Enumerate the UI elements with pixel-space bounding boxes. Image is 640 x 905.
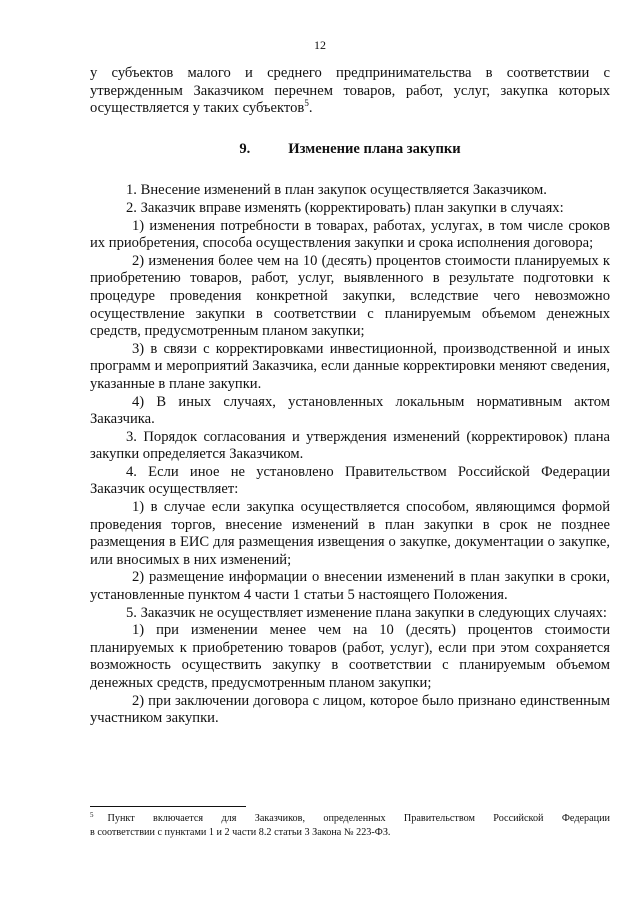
intro-end: . — [308, 100, 313, 117]
paragraph-2-item-3: 3) в связи с корректировками инвестиционной, производственной и иных программ и мероприятий Заказчика, если данные корректировки меняют сведения, указанные в плане закупки. — [90, 340, 610, 392]
document-body — [90, 65, 610, 728]
paragraph-4: 4. Если иное не установлено Правительством Российской Федерации Заказчик осуществляет: — [90, 463, 610, 498]
section-title: Изменение плана закупки — [288, 140, 461, 157]
footnote-line-2: в соответствии с пунктами 1 и 2 части 8.2 статьи 3 Закона № 223-ФЗ. — [90, 827, 391, 838]
paragraph-1: 1. Внесение изменений в план закупок осуществляется Заказчиком. — [126, 182, 547, 199]
footnote-line-1 — [90, 812, 610, 826]
footnote-reference: 5 — [304, 98, 309, 109]
paragraph-2-item-1: 1) изменения потребности в товарах, работах, услугах, в том числе сроков их приобретения, способа осуществления закупки и срока исполнения договора; — [90, 217, 610, 252]
footnote — [90, 812, 610, 840]
paragraph-2-item-4: 4) В иных случаях, установленных локальным нормативным актом Заказчика. — [90, 393, 610, 428]
paragraph-5: 5. Заказчик не осуществляет изменение плана закупки в следующих случаях: — [126, 604, 607, 621]
paragraph-2-item-2: 2) изменения более чем на 10 (десять) процентов стоимости планируемых к приобретению товаров, работ, услуг, выявленного в результате подготовки к процедуре проведения конкретной закупки, вследствие чего невозможно осуществление закупки в соответствии с планируемым объемом денежных средств, предусмотренным планом закупки; — [90, 252, 610, 340]
intro-text: у субъектов малого и среднего предпринимательства в соответствии с утвержденным Заказчиком перечнем товаров, работ, услуг, закупка которых осуществляется у таких субъектов — [90, 65, 610, 117]
footnote-mark: 5 — [90, 810, 94, 819]
paragraph-4-item-2: 2) размещение информации о внесении изменений в план закупки в сроки, установленные пунктом 4 части 1 статьи 5 настоящего Положения. — [90, 569, 610, 604]
intro-paragraph — [90, 65, 610, 118]
section-heading — [90, 141, 610, 159]
paragraph-3: 3. Порядок согласования и утверждения изменений (корректировок) плана закупки определяется Заказчиком. — [90, 428, 610, 463]
footnote-text-1: Пункт включается для Заказчиков, определенных Правительством Российской Федерации — [107, 813, 610, 824]
section-number: 9. — [239, 140, 251, 157]
paragraph-4-item-1: 1) в случае если закупка осуществляется способом, являющимся формой проведения торгов, внесение изменений в план закупки в срок не позднее размещения в ЕИС для размещения извещения о закупке, документации о закупке, или вносимых в них изменений; — [90, 499, 610, 568]
page-number: 12 — [314, 38, 326, 52]
footnote-divider — [90, 806, 246, 807]
paragraph-5-item-1: 1) при изменении менее чем на 10 (десять) процентов стоимости планируемых к приобретению товаров (работ, услуг), если при этом сохраняется возможность осуществить закупку в соответствии с планируемым объемом денежных средств, предусмотренным планом закупки; — [90, 622, 610, 691]
paragraph-5-item-2: 2) при заключении договора с лицом, которое было признано единственным участником закупки. — [90, 692, 610, 727]
paragraph-2: 2. Заказчик вправе изменять (корректировать) план закупки в случаях: — [126, 199, 564, 216]
